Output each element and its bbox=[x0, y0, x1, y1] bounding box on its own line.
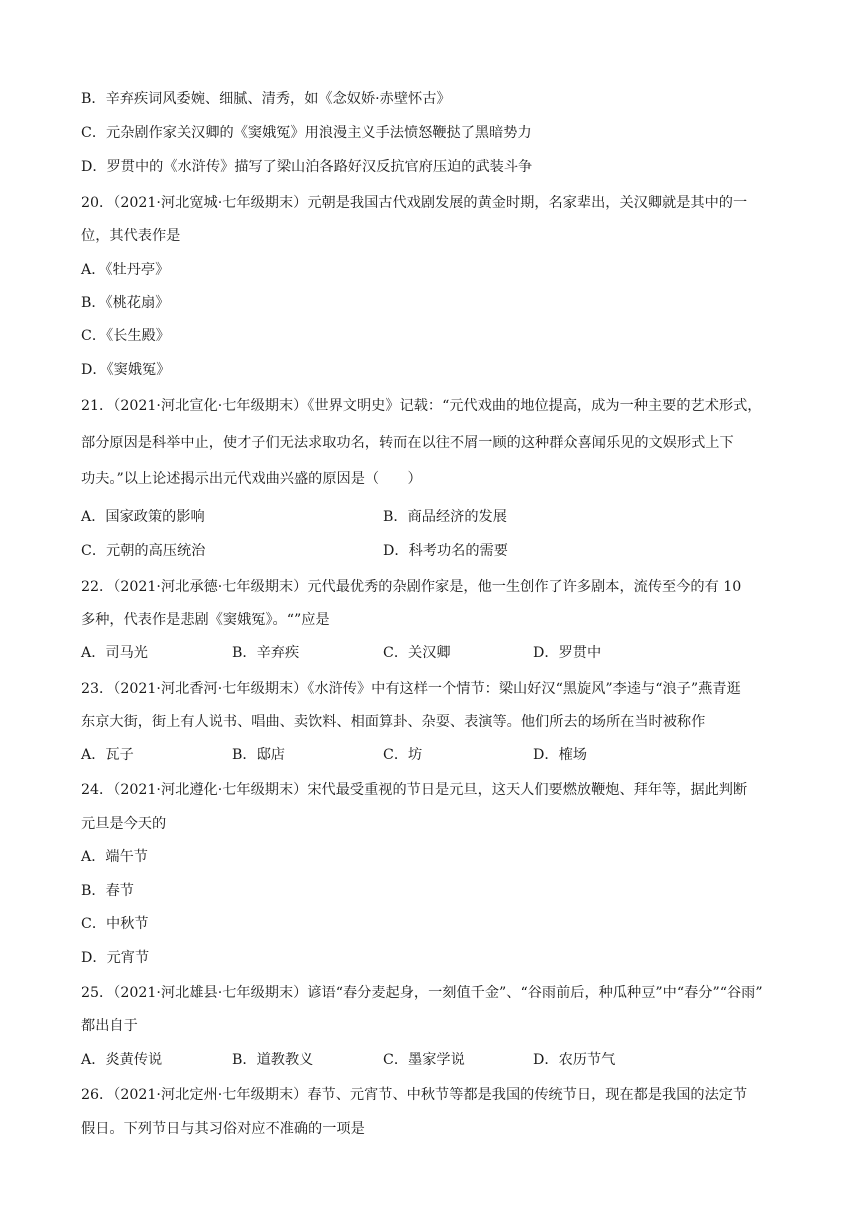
question-23-stem-line-2: 东京大街，街上有人说书、唱曲、卖饮料、相面算卦、杂耍、表演等。他们所去的场所在当时被称作 bbox=[81, 714, 706, 730]
question-25-option-d: D．农历节气 bbox=[533, 1052, 616, 1068]
question-26-stem-line-1: 26．（2021·河北定州·七年级期末）春节、元宵节、中秋节等都是我国的传统节日，现在都是我国的法定节 bbox=[81, 1087, 748, 1103]
question-24-option-b: B．春节 bbox=[81, 883, 134, 899]
question-25-option-c: C．墨家学说 bbox=[383, 1052, 465, 1068]
question-21-option-a: A．国家政策的影响 bbox=[81, 509, 205, 525]
question-20-option-a: A．《牡丹亭》 bbox=[81, 262, 170, 278]
question-24-option-a: A．端午节 bbox=[81, 849, 148, 865]
question-21-option-d: D．科考功名的需要 bbox=[383, 543, 508, 559]
question-20-option-b: B．《桃花扇》 bbox=[81, 295, 170, 311]
question-25-option-a: A．炎黄传说 bbox=[81, 1052, 163, 1068]
option-c-prev: C．元杂剧作家关汉卿的《窦娥冤》用浪漫主义手法愤怒鞭挞了黑暗势力 bbox=[81, 125, 532, 141]
question-23-option-a: A．瓦子 bbox=[81, 747, 134, 763]
question-24-stem-line-2: 元旦是今天的 bbox=[81, 816, 167, 832]
question-25-stem-line-1: 25．（2021·河北雄县·七年级期末）谚语“春分麦起身，一刻值千金”、“谷雨前后，种瓜种豆”中“春分”“谷雨” bbox=[81, 985, 763, 1001]
question-20-stem-line-1: 20．（2021·河北宽城·七年级期末）元朝是我国古代戏剧发展的黄金时期，名家辈出，关汉卿就是其中的一 bbox=[81, 195, 748, 211]
question-25-stem-line-2: 都出自于 bbox=[81, 1018, 138, 1034]
question-21-stem-line-3: 功夫。”以上论述揭示出元代戏曲兴盛的原因是（ ） bbox=[81, 471, 422, 487]
question-22-option-d: D．罗贯中 bbox=[533, 645, 602, 661]
question-20-stem-line-2: 位，其代表作是 bbox=[81, 228, 181, 244]
question-23-stem-line-1: 23．（2021·河北香河·七年级期末）《水浒传》中有这样一个情节：梁山好汉“黑旋风”李逵与“浪子”燕青逛 bbox=[81, 681, 741, 697]
question-20-option-c: C．《长生殿》 bbox=[81, 328, 170, 344]
question-25-option-b: B．道教教义 bbox=[232, 1052, 314, 1068]
question-21-stem-line-1: 21．（2021·河北宣化·七年级期末）《世界文明史》记载：“元代戏曲的地位提高，成为一种主要的艺术形式， bbox=[81, 398, 762, 414]
question-24-option-d: D．元宵节 bbox=[81, 950, 150, 966]
question-22-stem-line-2: 多种，代表作是悲剧《窦娥冤》。“”应是 bbox=[81, 612, 330, 628]
question-22-stem-line-1: 22．（2021·河北承德·七年级期末）元代最优秀的杂剧作家是，他一生创作了许多剧本，流传至今的有 10 bbox=[81, 579, 742, 595]
question-23-option-d: D．榷场 bbox=[533, 747, 587, 763]
question-22-option-b: B．辛弃疾 bbox=[232, 645, 300, 661]
question-26-stem-line-2: 假日。下列节日与其习俗对应不准确的一项是 bbox=[81, 1121, 365, 1137]
question-23-option-b: B．邸店 bbox=[232, 747, 285, 763]
question-22-option-c: C．关汉卿 bbox=[383, 645, 451, 661]
question-21-option-b: B．商品经济的发展 bbox=[383, 509, 507, 525]
question-24-option-c: C．中秋节 bbox=[81, 916, 149, 932]
option-d-prev: D．罗贯中的《水浒传》描写了梁山泊各路好汉反抗官府压迫的武装斗争 bbox=[81, 159, 533, 175]
question-22-option-a: A．司马光 bbox=[81, 645, 148, 661]
question-20-option-d: D．《窦娥冤》 bbox=[81, 362, 171, 378]
question-24-stem-line-1: 24．（2021·河北遵化·七年级期末）宋代最受重视的节日是元旦，这天人们要燃放鞭炮、拜年等，据此判断 bbox=[81, 782, 748, 798]
option-b-prev: B．辛弃疾词风委婉、细腻、清秀，如《念奴娇·赤壁怀古》 bbox=[81, 91, 451, 107]
question-21-stem-line-2: 部分原因是科举中止，使才子们无法求取功名，转而在以往不屑一顾的这种群众喜闻乐见的文娱形式上下 bbox=[81, 435, 734, 451]
question-21-option-c: C．元朝的高压统治 bbox=[81, 543, 206, 559]
question-23-option-c: C．坊 bbox=[383, 747, 423, 763]
